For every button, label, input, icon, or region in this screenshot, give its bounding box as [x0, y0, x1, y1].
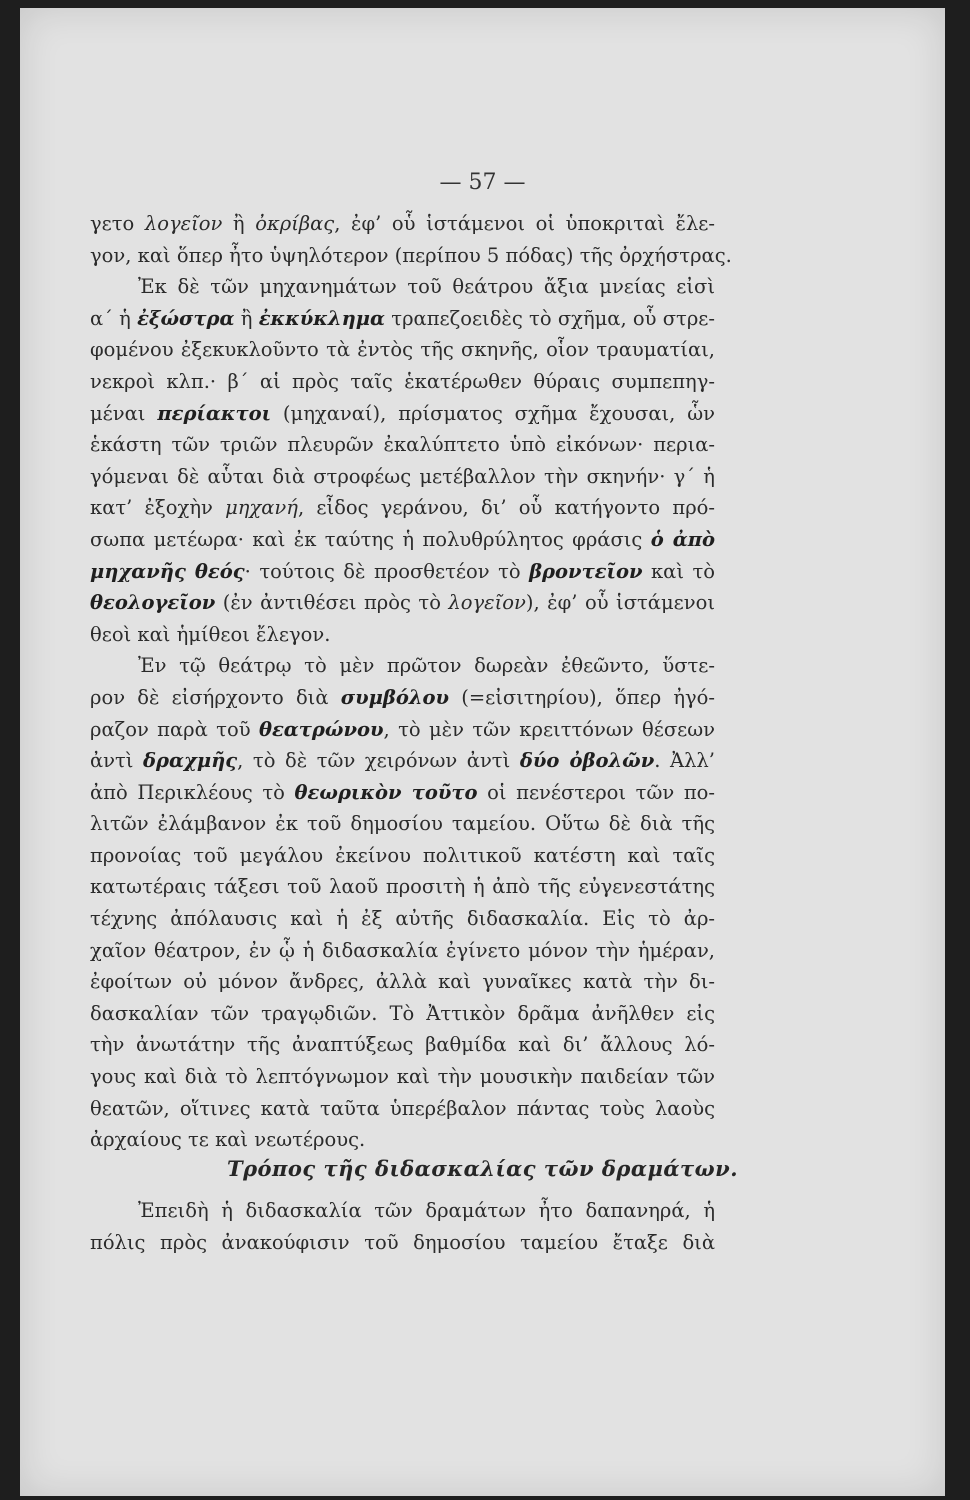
text-line [90, 682, 715, 714]
text-span: καὶ τὸ [642, 559, 715, 583]
text-span: γον, καὶ ὅπερ ἦτο ὑψηλότερον (περίπου 5 πόδας) τῆς ὀρχήστρας. [90, 243, 732, 267]
text-span: ), ἐφ’ οὗ ἱστάμενοι [525, 591, 715, 615]
text-span: ἀρχαίους τε καὶ νεωτέρους. [90, 1128, 366, 1152]
text-line [90, 366, 715, 398]
text-line [90, 840, 715, 872]
text-span: σωπα μετέωρα· καὶ ἐκ ταύτης ἡ πολυθρύλητος φράσις [90, 527, 651, 551]
text-line [90, 492, 715, 524]
text-line [90, 619, 715, 651]
text-line [90, 966, 715, 998]
text-span: οἱ πενέστεροι τῶν πο- [477, 780, 715, 804]
text-span: πόλις πρὸς ἀνακούφισιν τοῦ δημοσίου ταμείου ἔταξε διὰ [90, 1230, 715, 1254]
text-span: , εἶδος γεράνου, δι’ οὗ κατήγοντο πρό- [297, 496, 715, 520]
emphasized-term: θεατρώνου [258, 717, 384, 741]
text-span: , ἐφ’ οὗ ἱστάμενοι οἱ ὑποκριταὶ ἔλε- [334, 212, 715, 235]
text-line [90, 871, 715, 903]
text-line [90, 808, 715, 840]
text-span: ἢ [222, 212, 256, 235]
book-page [20, 8, 945, 1496]
text-line [90, 461, 715, 493]
text-span: α΄ ἡ [90, 306, 138, 330]
text-line [90, 745, 715, 777]
text-line [90, 935, 715, 967]
text-span: γους καὶ διὰ τὸ λεπτόγνωμον καὶ τὴν μουσικὴν παιδείαν τῶν [90, 1065, 715, 1089]
text-line [90, 1227, 715, 1259]
text-span: δασκαλίαν τῶν τραγῳδιῶν. Τὸ Ἀττικὸν δρᾶμα ἀνῆλθεν εἰς [90, 1001, 715, 1025]
text-span: (ἐν ἀντιθέσει πρὸς τὸ [215, 591, 449, 615]
text-span: ἐφοίτων οὐ μόνον ἄνδρες, ἀλλὰ καὶ γυναῖκες κατὰ τὴν δι- [90, 970, 715, 994]
body-text-continued [90, 1195, 715, 1258]
emphasized-term: μηχανῆς θεός [90, 559, 245, 583]
emphasized-term: ἐξώστρα [137, 306, 235, 330]
emphasized-term: ἐκκύκλημα [258, 306, 386, 330]
text-span: (=εἰσιτηρίου), ὅπερ ἠγό- [449, 685, 716, 709]
emphasized-term: ὁ ἀπὸ [650, 527, 715, 551]
text-span: ἢ [234, 306, 259, 330]
text-span: γόμεναι δὲ αὗται διὰ στροφέως μετέβαλλον τὴν σκηνήν· γ΄ ἡ [90, 464, 715, 488]
text-span: · τούτοις δὲ προσθετέον τὸ [244, 559, 530, 583]
body-text [90, 208, 732, 1156]
emphasized-term: λογεῖον [144, 212, 223, 235]
text-span: , τὸ δὲ τῶν χειρόνων ἀντὶ [237, 749, 520, 773]
text-line [90, 429, 715, 461]
emphasized-term: βροντεῖον [529, 559, 643, 583]
text-span: λιτῶν ἐλάμβανον ἐκ τοῦ δημοσίου ταμείου. Οὕτω δὲ διὰ τῆς [90, 812, 715, 836]
emphasized-term: θεωρικὸν τοῦτο [294, 780, 478, 804]
emphasized-term: συμβόλου [340, 685, 450, 709]
text-span: θεατῶν, οἵτινες κατὰ ταῦτα ὑπερέβαλον πάντας τοὺς λαοὺς [90, 1096, 715, 1120]
text-line [90, 334, 715, 366]
text-span: Ἐπειδὴ ἡ διδασκαλία τῶν δραμάτων ἦτο δαπανηρά, ἡ [138, 1199, 715, 1222]
text-line [90, 398, 715, 430]
text-span: Ἐν τῷ θεάτρῳ τὸ μὲν πρῶτον δωρεὰν ἐθεῶντο, ὕστε- [138, 654, 715, 678]
text-span: τέχνης ἀπόλαυσις καὶ ἡ ἐξ αὐτῆς διδασκαλία. Εἰς τὸ ἀρ- [90, 907, 715, 931]
text-line [90, 1195, 715, 1227]
text-span: κατ’ ἐξοχὴν [90, 496, 226, 520]
text-span: γετο [90, 212, 145, 235]
text-line [90, 303, 715, 335]
text-span: κατωτέραις τάξεσι τοῦ λαοῦ προσιτὴ ἡ ἀπὸ τῆς εὐγενεστάτης [90, 875, 715, 899]
text-line [90, 587, 715, 619]
emphasized-term: ὀκρίβας [255, 212, 335, 235]
page-number: — 57 — [439, 170, 526, 195]
section-heading: Τρόπος τῆς διδασκαλίας τῶν δραμάτων. [226, 1156, 739, 1181]
text-span: , τὸ μὲν τῶν κρειττόνων θέσεων [383, 717, 716, 741]
text-line [90, 1124, 715, 1156]
text-span: φομένου ἐξεκυκλοῦντο τὰ ἐντὸς τῆς σκηνῆς, οἷον τραυματίαι, [90, 338, 715, 362]
text-span: ρον δὲ εἰσήρχοντο διὰ [90, 685, 341, 709]
emphasized-term: δύο ὀβολῶν [519, 749, 655, 773]
text-line [90, 524, 715, 556]
text-line [90, 271, 715, 303]
emphasized-term: μηχανή [225, 496, 298, 520]
text-line [90, 998, 715, 1030]
text-span: μέναι [90, 401, 158, 425]
text-span: Ἐκ δὲ τῶν μηχανημάτων τοῦ θεάτρου ἄξια μνείας εἰσὶ [138, 275, 715, 299]
text-span: ἀντὶ [90, 749, 144, 773]
text-span: τὴν ἀνωτάτην τῆς ἀναπτύξεως βαθμίδα καὶ δι’ ἄλλους λό- [90, 1033, 715, 1057]
text-span: ἑκάστη τῶν τριῶν πλευρῶν ἐκαλύπτετο ὑπὸ εἰκόνων· περια- [90, 433, 715, 457]
text-span: προνοίας τοῦ μεγάλου ἐκείνου πολιτικοῦ κατέστη καὶ ταῖς [90, 843, 715, 867]
text-span: ἀπὸ Περικλέους τὸ [90, 780, 295, 804]
text-line [90, 208, 715, 240]
text-line [90, 903, 715, 935]
text-line [90, 777, 715, 809]
emphasized-term: λογεῖον [448, 591, 526, 615]
emphasized-term: θεολογεῖον [90, 591, 216, 615]
text-line [90, 650, 715, 682]
text-line [90, 240, 732, 272]
text-line [90, 1029, 715, 1061]
emphasized-term: περίακτοι [157, 401, 272, 425]
text-span: θεοὶ καὶ ἡμίθεοι ἔλεγον. [90, 622, 331, 646]
text-line [90, 556, 715, 588]
emphasized-term: δραχμῆς [143, 749, 238, 773]
text-span: . Ἀλλ’ [654, 749, 715, 773]
text-line [90, 1061, 715, 1093]
text-line [90, 1093, 715, 1125]
text-span: χαῖον θέατρον, ἐν ᾧ ἡ διδασκαλία ἐγίνετο μόνον τὴν ἡμέραν, [90, 938, 715, 962]
text-span: τραπεζοειδὲς τὸ σχῆμα, οὗ στρε- [385, 306, 715, 330]
text-span: ραζον παρὰ τοῦ [90, 717, 259, 741]
text-span: (μηχαναί), πρίσματος σχῆμα ἔχουσαι, ὧν [271, 401, 715, 425]
text-span: νεκροὶ κλπ.· β΄ αἱ πρὸς ταῖς ἑκατέρωθεν θύραις συμπεπηγ- [90, 369, 715, 393]
text-line [90, 714, 715, 746]
